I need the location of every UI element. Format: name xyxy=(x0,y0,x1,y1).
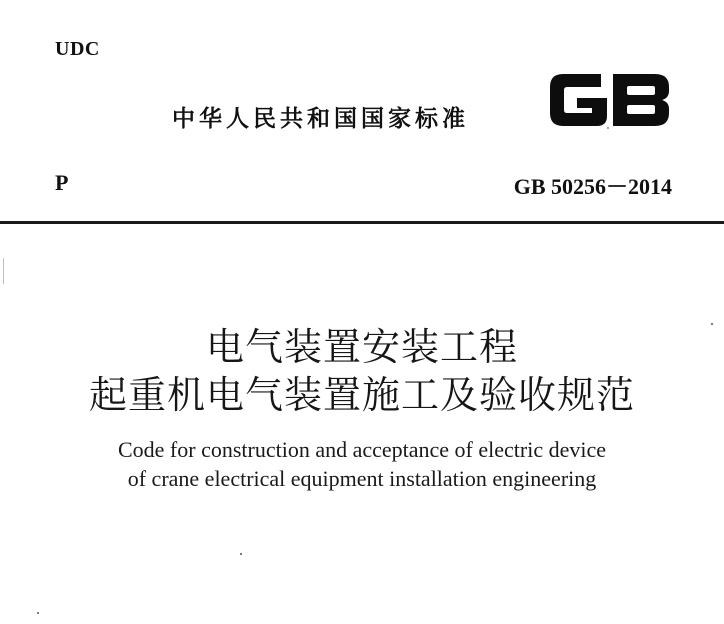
udc-label: UDC xyxy=(55,38,100,60)
chinese-title-line-1: 电气装置安装工程 xyxy=(205,325,518,369)
english-title-line-1: Code for construction and acceptance of electric device xyxy=(117,437,607,462)
header-divider xyxy=(0,221,724,224)
english-title-line-2: of crane electrical equipment installation engineering xyxy=(127,466,597,491)
standard-number: GB 50256－2014 xyxy=(513,174,672,199)
gb-logo xyxy=(545,68,673,132)
category-code: P xyxy=(55,170,69,195)
chinese-title-line-2: 起重机电气装置施工及验收规范 xyxy=(88,373,635,417)
national-standard-title: 中华人民共和国国家标准 xyxy=(172,106,469,132)
scan-speck xyxy=(711,323,713,325)
scan-speck xyxy=(37,612,39,614)
scan-speck xyxy=(240,553,242,555)
scan-edge-mark xyxy=(3,258,4,284)
